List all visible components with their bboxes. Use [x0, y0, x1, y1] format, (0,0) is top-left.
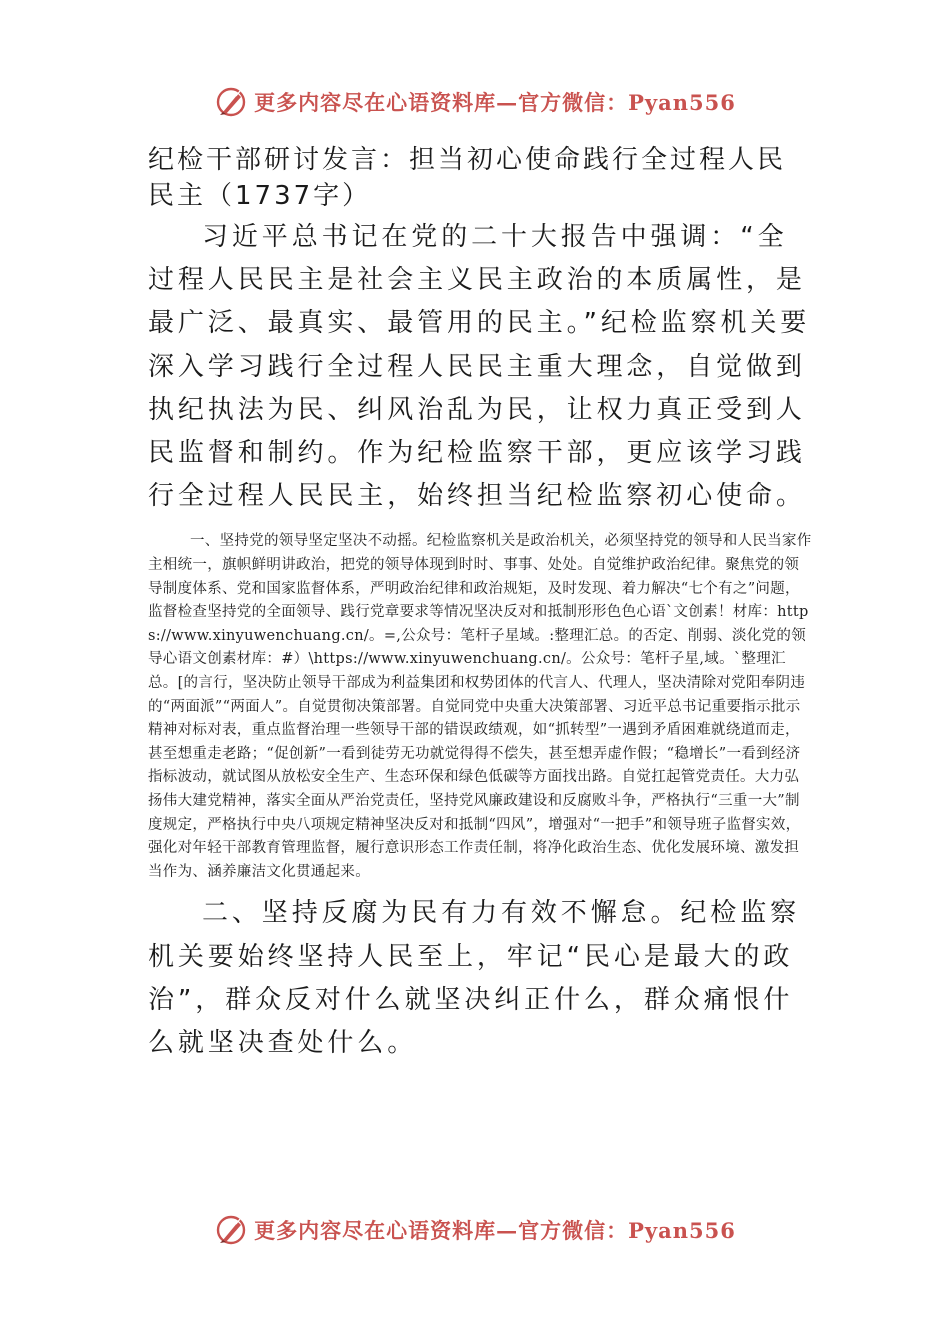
banner-text: 更多内容尽在心语资料库—官方微信：Pyan556: [254, 1218, 736, 1243]
section-one-paragraph: 一、坚持党的领导坚定坚决不动摇。纪检监察机关是政治机关，必须坚持党的领导和人民当家作主相统一，旗帜鲜明讲政治，把党的领导体现到时时、事事、处处。自觉维护政治纪律。聚焦党的领导制度体系、党和国家监督体系，严明政治纪律和政治规矩，及时发现、着力解决“七个有之”问题，监督检查坚持党的全面领导、践行党章要求等情况坚决反对和抵制形形色色心语`文创素！材库：https://www.xinyuwenchuang.cn/。=,公众号：笔杆子星域。:整理汇总。的否定、削弱、淡化党的领导心语文创素材库：#）\https://www.xinyuwenchuang.cn/。公众号：笔杆子星,域。`整理汇总。[的言行，坚决防止领导干部成为利益集团和权势团体的代言人、代理人，坚决清除对党阳奉阴违的“两面派”“两面人”。自觉贯彻决策部署。自觉同党中央重大决策部署、习近平总书记重要指示批示精神对标对表，重点监督治理一些领导干部的错误政绩观，如“抓转型”一遇到矛盾困难就绕道而走，甚至想重走老路；“促创新”一看到徒劳无功就觉得得不偿失，甚至想弄虚作假；“稳增长”一看到经济指标波动，就试图从放松安全生产、生态环保和绿色低碳等方面找出路。自觉扛起管党责任。大力弘扬伟大建党精神，落实全面从严治党责任，坚持党风廉政建设和反腐败斗争，严格执行“三重一大”制度规定，严格执行中央八项规定精神坚决反对和抵制“四风”，增强对“一把手”和领导班子监督实效，强化对年轻干部教育管理监督，履行意识形态工作责任制，将净化政治生态、优化发展环境、激发担当作为、涵养廉洁文化贯通起来。: [148, 533, 812, 880]
intro-paragraph: 习近平总书记在党的二十大报告中强调：“全过程人民民主是社会主义民主政治的本质属性，是最广泛、最真实、最管用的民主。”纪检监察机关要深入学习践行全过程人民民主重大理念，自觉做到执纪执法为民、纠风治乱为民，让权力真正受到人民监督和制约。作为纪检监察干部，更应该学习践行全过程人民民主，始终担当纪检监察初心使命。: [148, 222, 811, 512]
document-title: 纪检干部研讨发言：担当初心使命践行全过程人民民主（1737字）: [148, 145, 787, 211]
banner-text: 更多内容尽在心语资料库—官方微信：Pyan556: [254, 90, 736, 115]
section-two-paragraph: 二、坚持反腐为民有力有效不懈怠。纪检监察机关要始终坚持人民至上，牢记“民心是最大的政治”，群众反对什么就坚决纠正什么，群众痛恨什么就坚决查处什么。: [148, 898, 801, 1058]
header-watermark-banner: [0, 82, 950, 122]
pen-logo-icon: [214, 85, 248, 119]
pen-logo-icon: [214, 1213, 248, 1247]
footer-watermark-banner: [0, 1210, 950, 1250]
document-body: [148, 142, 812, 1065]
